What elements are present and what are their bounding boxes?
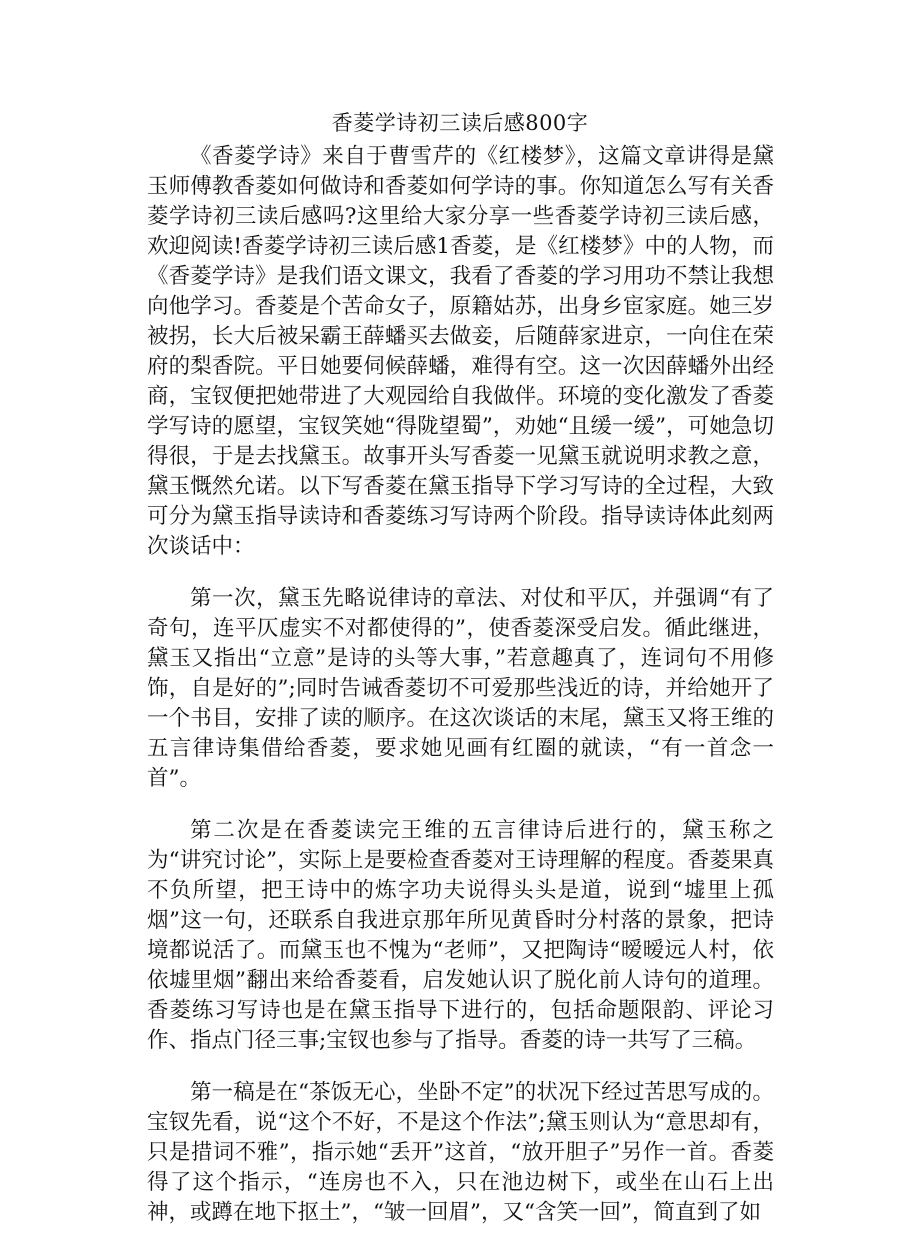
paragraph-3: 第二次是在香菱读完王维的五言律诗后进行的，黛玉称之为“讲究讨论”，实际上是要检查香菱对王诗理解的程度。香菱果真不负所望，把王诗中的炼字功夫说得头头是道，说到“墟里上孤烟”这一句，还联系自我进京那年所见黄昏时分村落的景象，把诗境都说活了。而黛玉也不愧为“老师”，又把陶诗“暧暧远人村，依依墟里烟”翻出来给香菱看，启发她认识了脱化前人诗句的道理。香菱练习写诗也是在黛玉指导下进行的，包括命题限韵、评论习作、指点门径三事;宝钗也参与了指导。香菱的诗一共写了三稿。 bbox=[147, 818, 774, 1053]
document-body bbox=[147, 142, 774, 1250]
paragraph-4: 第一稿是在“茶饭无心，坐卧不定”的状况下经过苦思写成的。宝钗先看，说“这个不好，不是这个作法”;黛玉则认为“意思却有，只是措词不雅”，指示她“丢开”这首，“放开胆子”另作一首。香菱得了这个指示，“连房也不入，只在池边树下，或坐在山石上出神，或蹲在地下抠土”，“皱一回眉”，又“含笑一回”，简直到了如 bbox=[147, 1080, 774, 1225]
document-title: 香菱学诗初三读后感800字 bbox=[331, 111, 589, 135]
paragraph-2: 第一次，黛玉先略说律诗的章法、对仗和平仄，并强调“有了奇句，连平仄虚实不对都使得的”，使香菱深受启发。循此继进，黛玉又指出“立意”是诗的头等大事，”若意趣真了，连词句不用修饰，自是好的”;同时告诫香菱切不可爱那些浅近的诗，并给她开了一个书目，安排了读的顺序。在这次谈话的末尾，黛玉又将王维的五言律诗集借给香菱，要求她见画有红圈的就读，“有一首念一首”。 bbox=[147, 586, 774, 791]
paragraph-1: 《香菱学诗》来自于曹雪芹的《红楼梦》，这篇文章讲得是黛玉师傅教香菱如何做诗和香菱如何学诗的事。你知道怎么写有关香菱学诗初三读后感吗?这里给大家分享一些香菱学诗初三读后感，欢迎阅读!香菱学诗初三读后感1香菱，是《红楼梦》中的人物，而《香菱学诗》是我们语文课文，我看了香菱的学习用功不禁让我想向他学习。香菱是个苦命女子，原籍姑苏，出身乡宦家庭。她三岁被拐，长大后被呆霸王薛蟠买去做妾，后随薛家进京，一向住在荣府的梨香院。平日她要伺候薛蟠，难得有空。这一次因薛蟠外出经商，宝钗便把她带进了大观园给自我做伴。环境的变化激发了香菱学写诗的愿望，宝钗笑她“得陇望蜀”，劝她“且缓一缓”，可她急切得很，于是去找黛玉。故事开头写香菱一见黛玉就说明求教之意，黛玉慨然允诺。以下写香菱在黛玉指导下学习写诗的全过程，大致可分为黛玉指导读诗和香菱练习写诗两个阶段。指导读诗体此刻两次谈话中： bbox=[147, 144, 774, 559]
